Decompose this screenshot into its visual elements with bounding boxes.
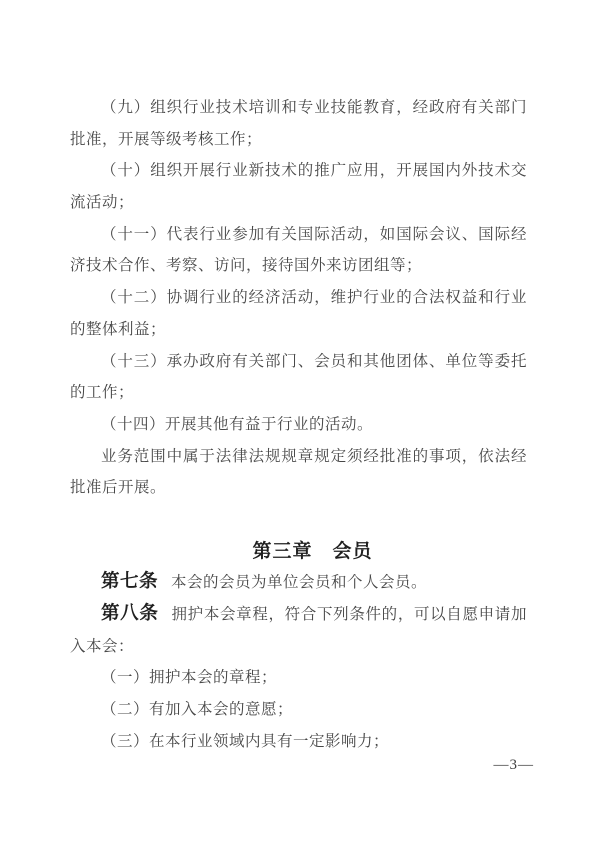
chapter-heading: 第三章 会员 <box>252 540 373 562</box>
clause-14-line: （十四）开展其他有益于行业的活动。 <box>101 415 374 433</box>
article-8-text: 拥护本会章程，符合下列条件的，可以自愿申请加 <box>171 606 527 623</box>
article-8-number: 第八条 <box>101 602 159 623</box>
clause-12-line: 的整体利益； <box>70 320 167 338</box>
approval-note-line: 批准后开展。 <box>70 479 167 497</box>
page-number: —3— <box>493 757 534 773</box>
clause-9-line: （九）组织行业技术培训和专业技能教育，经政府有关部门 <box>101 99 527 116</box>
article-7-line <box>70 567 527 599</box>
article-8-line: 入本会： <box>70 637 135 655</box>
article-7-text: 本会的会员为单位会员和个人会员。 <box>171 574 428 592</box>
clause-10-line: （十）组织开展行业新技术的推广应用，开展国内外技术交 <box>101 162 527 180</box>
clause-10-line: 流活动； <box>70 194 135 212</box>
clause-13-line: 的工作； <box>70 384 135 402</box>
clause-11-line: 济技术合作、考察、访问，接待国外来访团组等； <box>70 257 423 275</box>
article-7-number: 第七条 <box>101 570 159 592</box>
clause-13-line: （十三）承办政府有关部门、会员和其他团体、单位等委托 <box>101 352 527 370</box>
clause-11-line: （十一）代表行业参加有关国际活动，如国际会议、国际经 <box>101 225 527 243</box>
clause-9-line: 批准，开展等级考核工作； <box>70 130 263 148</box>
article-8-line <box>70 599 527 631</box>
clause-12-line: （十二）协调行业的经济活动，维护行业的合法权益和行业 <box>101 289 527 307</box>
document-body <box>70 92 527 757</box>
condition-2-line: （二）有加入本会的意愿； <box>101 701 294 719</box>
condition-1-line: （一）拥护本会的章程； <box>101 669 278 687</box>
approval-note-line: 业务范围中属于法律法规规章规定须经批准的事项，依法经 <box>101 447 527 465</box>
condition-3-line: （三）在本行业领域内具有一定影响力； <box>101 732 390 750</box>
